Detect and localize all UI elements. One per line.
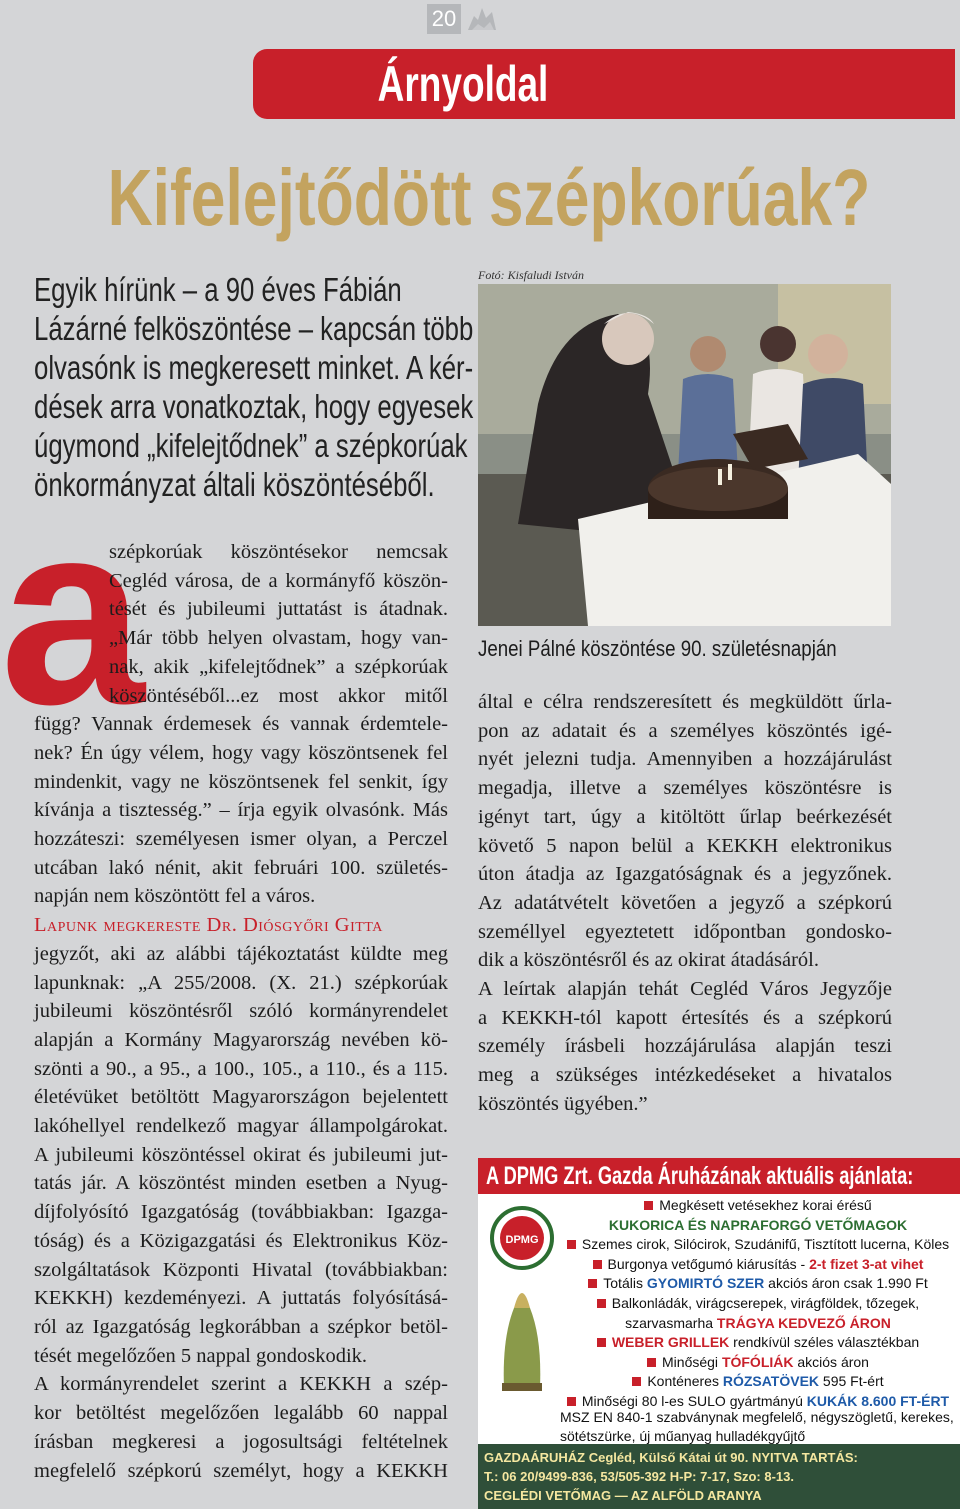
bullet-square-icon bbox=[647, 1358, 656, 1367]
ad-item-text: Burgonya vetőgumó kiárusítás - bbox=[607, 1255, 810, 1272]
ad-spec-line: sötétszürke, új műanyag hulladékgyűjtő bbox=[560, 1428, 806, 1444]
text-line: tését és jubileumi juttatást is átadnak. bbox=[109, 598, 448, 621]
ad-items bbox=[560, 1196, 956, 1412]
bullet-square-icon bbox=[597, 1338, 606, 1347]
ad-item-text: Szemes cirok, Silócirok, Szudánifű, Tisztított lucerna, Köles bbox=[581, 1236, 950, 1253]
ad-footer-line: CEGLÉDI VETŐMAG — AZ ALFÖLD ARANYA bbox=[484, 1488, 762, 1503]
bullet-square-icon bbox=[597, 1299, 606, 1308]
text-line: hozzáteszi: személyesen ismer olyan, a Perczel bbox=[34, 828, 448, 851]
ad-item bbox=[560, 1274, 956, 1294]
text-line: által e célra rendszeresített és megküldött űrla- bbox=[478, 691, 892, 713]
text-line: Az adatátvételt követően a jegyző a szépkorú bbox=[478, 891, 892, 914]
text-line: szolgáltatások Központi Hivatal (továbbiakban: bbox=[34, 1258, 448, 1281]
ad-item-text: Totális bbox=[603, 1275, 647, 1292]
ad-item-highlight: TRÁGYA KEDVEZŐ ÁRON bbox=[716, 1314, 891, 1331]
text-line: napján nem köszöntött fel a város. bbox=[34, 885, 316, 908]
text-line: köszöntéséből...ez most akkor mitől bbox=[109, 684, 448, 707]
ad-item-highlight: GYOMIRTÓ SZER bbox=[646, 1275, 765, 1292]
ad-item bbox=[560, 1353, 956, 1373]
text-line: kor betöltést megelőzően legalább 60 nappal bbox=[34, 1402, 448, 1425]
bullet-square-icon bbox=[644, 1201, 653, 1210]
text-line: tóság) és a Közigazgatási és Elektronikus Köz- bbox=[34, 1229, 448, 1252]
text-line: dik a köszöntésről és az okirat átadásáról. bbox=[478, 949, 819, 972]
ad-footer-line: T.: 06 20/9499-836, 53/505-392 H-P: 7-17, Szo: 8-13. bbox=[484, 1469, 795, 1484]
ad-spec-line: MSZ EN 840-1 szabványnak megfelelő, négyszögletű, kerekes, bbox=[560, 1409, 954, 1425]
bullet-square-icon bbox=[632, 1377, 641, 1386]
text-line: utcában lakó nénit, akit februári 100. születés- bbox=[34, 856, 448, 879]
ad-item bbox=[560, 1196, 956, 1216]
bullet-square-icon bbox=[567, 1240, 576, 1249]
ad-item-text: 595 Ft-ért bbox=[819, 1373, 884, 1390]
ad-item-text: Minőségi 80 l-es SULO gyártmányú bbox=[581, 1392, 807, 1409]
ad-item-text: rendkívül széles választékban bbox=[729, 1334, 920, 1351]
ad-footer-band bbox=[478, 1444, 960, 1509]
text-line: KEKKH) kezdeményezi. A juttatás folyósításá- bbox=[34, 1287, 448, 1310]
text-line: személy írásbeli hozzájárulása alapján teszi bbox=[478, 1035, 892, 1058]
dpmg-logo-icon bbox=[484, 1198, 560, 1398]
text-line: jubileumi köszöntésről szóló kormányrendelet bbox=[34, 1000, 448, 1023]
bullet-square-icon bbox=[593, 1260, 602, 1269]
ad-item-text: akciós áron bbox=[793, 1353, 869, 1370]
lead-line: olvasónk is megkeresett minket. A kér- bbox=[34, 349, 474, 386]
text-line: szönti a 90., a 95., a 100., 105., a 110., és a 115. bbox=[34, 1057, 448, 1080]
ad-item-highlight: KUKORICA ÉS NAPRAFORGÓ VETŐMAGOK bbox=[608, 1216, 908, 1233]
ad-item-text: Konténeres bbox=[647, 1373, 723, 1390]
ad-item-text: akciós áron csak 1.990 Ft bbox=[764, 1275, 928, 1292]
text-line: lapunknak: „A 255/2008. (X. 21.) szépkorúak bbox=[34, 971, 448, 994]
bullet-square-icon bbox=[567, 1397, 576, 1406]
headline bbox=[0, 150, 960, 246]
advertisement[interactable] bbox=[478, 1158, 960, 1509]
ad-item-highlight: TÓFÓLIÁK bbox=[721, 1353, 794, 1370]
ad-product-spec bbox=[560, 1408, 956, 1446]
photo-credit: Fotó: Kisfaludi István bbox=[478, 268, 584, 282]
lead-line: Lázárné felköszöntése – kapcsán több bbox=[34, 310, 474, 347]
text-line: A leírtak alapján tehát Cegléd Város Jegyzője bbox=[478, 978, 892, 1001]
text-line: írásban megkeresi a jogosultsági feltételnek bbox=[34, 1430, 448, 1453]
text-line: megfelelő szépkorú személyt, hogy a KEKKH bbox=[34, 1459, 448, 1482]
ad-header-text: A DPMG Zrt. Gazda Áruházának aktuális ajánlata: bbox=[486, 1162, 914, 1190]
text-line: megadja, illetve a személyes köszöntésre is bbox=[478, 777, 892, 800]
ad-item bbox=[560, 1294, 956, 1314]
lead-line: Egyik hírünk – a 90 éves Fábián bbox=[34, 271, 402, 308]
text-line: köszöntés ügyében.” bbox=[478, 1092, 648, 1115]
drop-cap: a bbox=[0, 469, 145, 759]
text-line: szépkorúak köszöntésekor nemcsak bbox=[109, 541, 448, 563]
text-line: életévüket betöltött Magyarországon bejelentett bbox=[34, 1086, 448, 1109]
photo-caption-text: Jenei Pálné köszöntése 90. születésnapján bbox=[478, 636, 837, 661]
ad-item-highlight: 2-t fizet 3-at vihet bbox=[809, 1255, 924, 1272]
text-line: nek? Én úgy vélem, hogy vagy köszöntsenek fel bbox=[34, 741, 448, 764]
text-line: lakóhellyel rendelkező magyar állampolgárokat. bbox=[34, 1115, 448, 1138]
text-line: nyét jelezni tudja. Amennyiben a hozzájárulást bbox=[478, 748, 892, 771]
text-line: meg a szükséges intézkedéseket a hivatalos bbox=[478, 1064, 892, 1087]
text-line: A jubileumi köszöntéssel okirat és jubileumi jut- bbox=[34, 1143, 448, 1166]
headline-text: Kifelejtődött szépkorúak? bbox=[107, 153, 871, 242]
page-number: 20 bbox=[427, 4, 461, 34]
text-line: igényt tart, úgy a kitöltött űrlap beérkezését bbox=[478, 805, 892, 828]
ad-item-highlight: RÓZSATÖVEK bbox=[722, 1373, 820, 1390]
text-line: nak, akik „kifelejtődnek” a szépkorúak bbox=[109, 655, 448, 678]
text-line: Cegléd városa, de a kormányfő köszön- bbox=[109, 569, 448, 592]
ad-item-highlight: WEBER GRILLEK bbox=[611, 1334, 730, 1351]
ad-item-highlight: KUKÁK 8.600 FT-ÉRT bbox=[806, 1392, 950, 1409]
section-title: Árnyoldal bbox=[377, 56, 549, 112]
text-line: tését megelőzően 5 nappal gondoskodik. bbox=[34, 1344, 368, 1367]
ad-item bbox=[560, 1255, 956, 1275]
lead-line: önkormányzat általi köszöntéséből. bbox=[34, 466, 435, 503]
ad-item bbox=[560, 1235, 956, 1255]
text-line: követő 5 napon belül a KEKKH elektronikus bbox=[478, 834, 892, 857]
text-line: „Már több helyen olvastam, hogy van- bbox=[109, 627, 448, 650]
text-line: függ? Vannak érdemesek és vannak érdemtele- bbox=[34, 713, 448, 736]
ad-item-text: Megkésett vetésekhez korai érésű bbox=[659, 1197, 872, 1213]
ad-item bbox=[560, 1333, 956, 1353]
text-line: ról az Igazgatóság legkorábban a szépkor betöl- bbox=[34, 1315, 448, 1338]
text-line: díjfolyósító Igazgatóság (továbbiakban: Igazga- bbox=[34, 1201, 448, 1224]
birthday-photo bbox=[478, 284, 891, 626]
photo-caption bbox=[478, 634, 898, 664]
ad-item bbox=[560, 1216, 956, 1236]
ad-item-text: szarvasmarha bbox=[625, 1314, 717, 1331]
text-line: alapján a Kormány Magyarország nevében kö- bbox=[34, 1028, 448, 1051]
text-line: pon az adatait és a személyes köszöntés igé- bbox=[478, 719, 892, 742]
ad-item-text: Minőségi bbox=[662, 1353, 722, 1370]
ad-item bbox=[560, 1372, 956, 1392]
text-line: kívánja a tisztesség.” – írja egyik olvasónk. Más bbox=[34, 799, 448, 822]
text-line: úton átadja az Igazgatóságnak és a jegyzőnek. bbox=[478, 863, 892, 886]
article-right-column bbox=[478, 688, 892, 1119]
ad-item-text: Balkonládák, virágcserepek, virágföldek, tőzegek, bbox=[611, 1294, 920, 1311]
text-line: mindenkit, vagy ne köszöntsenek fel senkit, így bbox=[34, 770, 448, 793]
lead-line: úgymond „kifelejtődnek” a szépkorúak bbox=[34, 427, 468, 464]
text-line: a KEKKH-tól kapott értesítés és a szépkorú bbox=[478, 1006, 892, 1029]
byline-label: Lapunk megkereste Dr. Diósgyőri Gitta bbox=[34, 914, 383, 937]
text-line: személlyel egyeztetett időpontban gondosko- bbox=[478, 920, 892, 943]
ad-item bbox=[560, 1314, 956, 1334]
ad-logo-text: DPMG bbox=[505, 1234, 539, 1246]
city-logo-icon bbox=[464, 2, 500, 36]
text-line: A kormányrendelet szerint a KEKKH a szép- bbox=[34, 1373, 448, 1396]
article-left-column bbox=[34, 538, 448, 1485]
text-line: tatás jár. A köszöntést minden esetben a Nyug- bbox=[34, 1172, 448, 1195]
lead-line: dések arra vonatkoztak, hogy egyesek bbox=[34, 388, 474, 425]
ad-footer-line: GAZDAÁRUHÁZ Cegléd, Külső Kátai út 90. NYITVA TARTÁS: bbox=[484, 1450, 858, 1465]
bullet-square-icon bbox=[588, 1279, 597, 1288]
text-line: jegyzőt, aki az alábbi tájékoztatást küldte meg bbox=[34, 942, 448, 965]
